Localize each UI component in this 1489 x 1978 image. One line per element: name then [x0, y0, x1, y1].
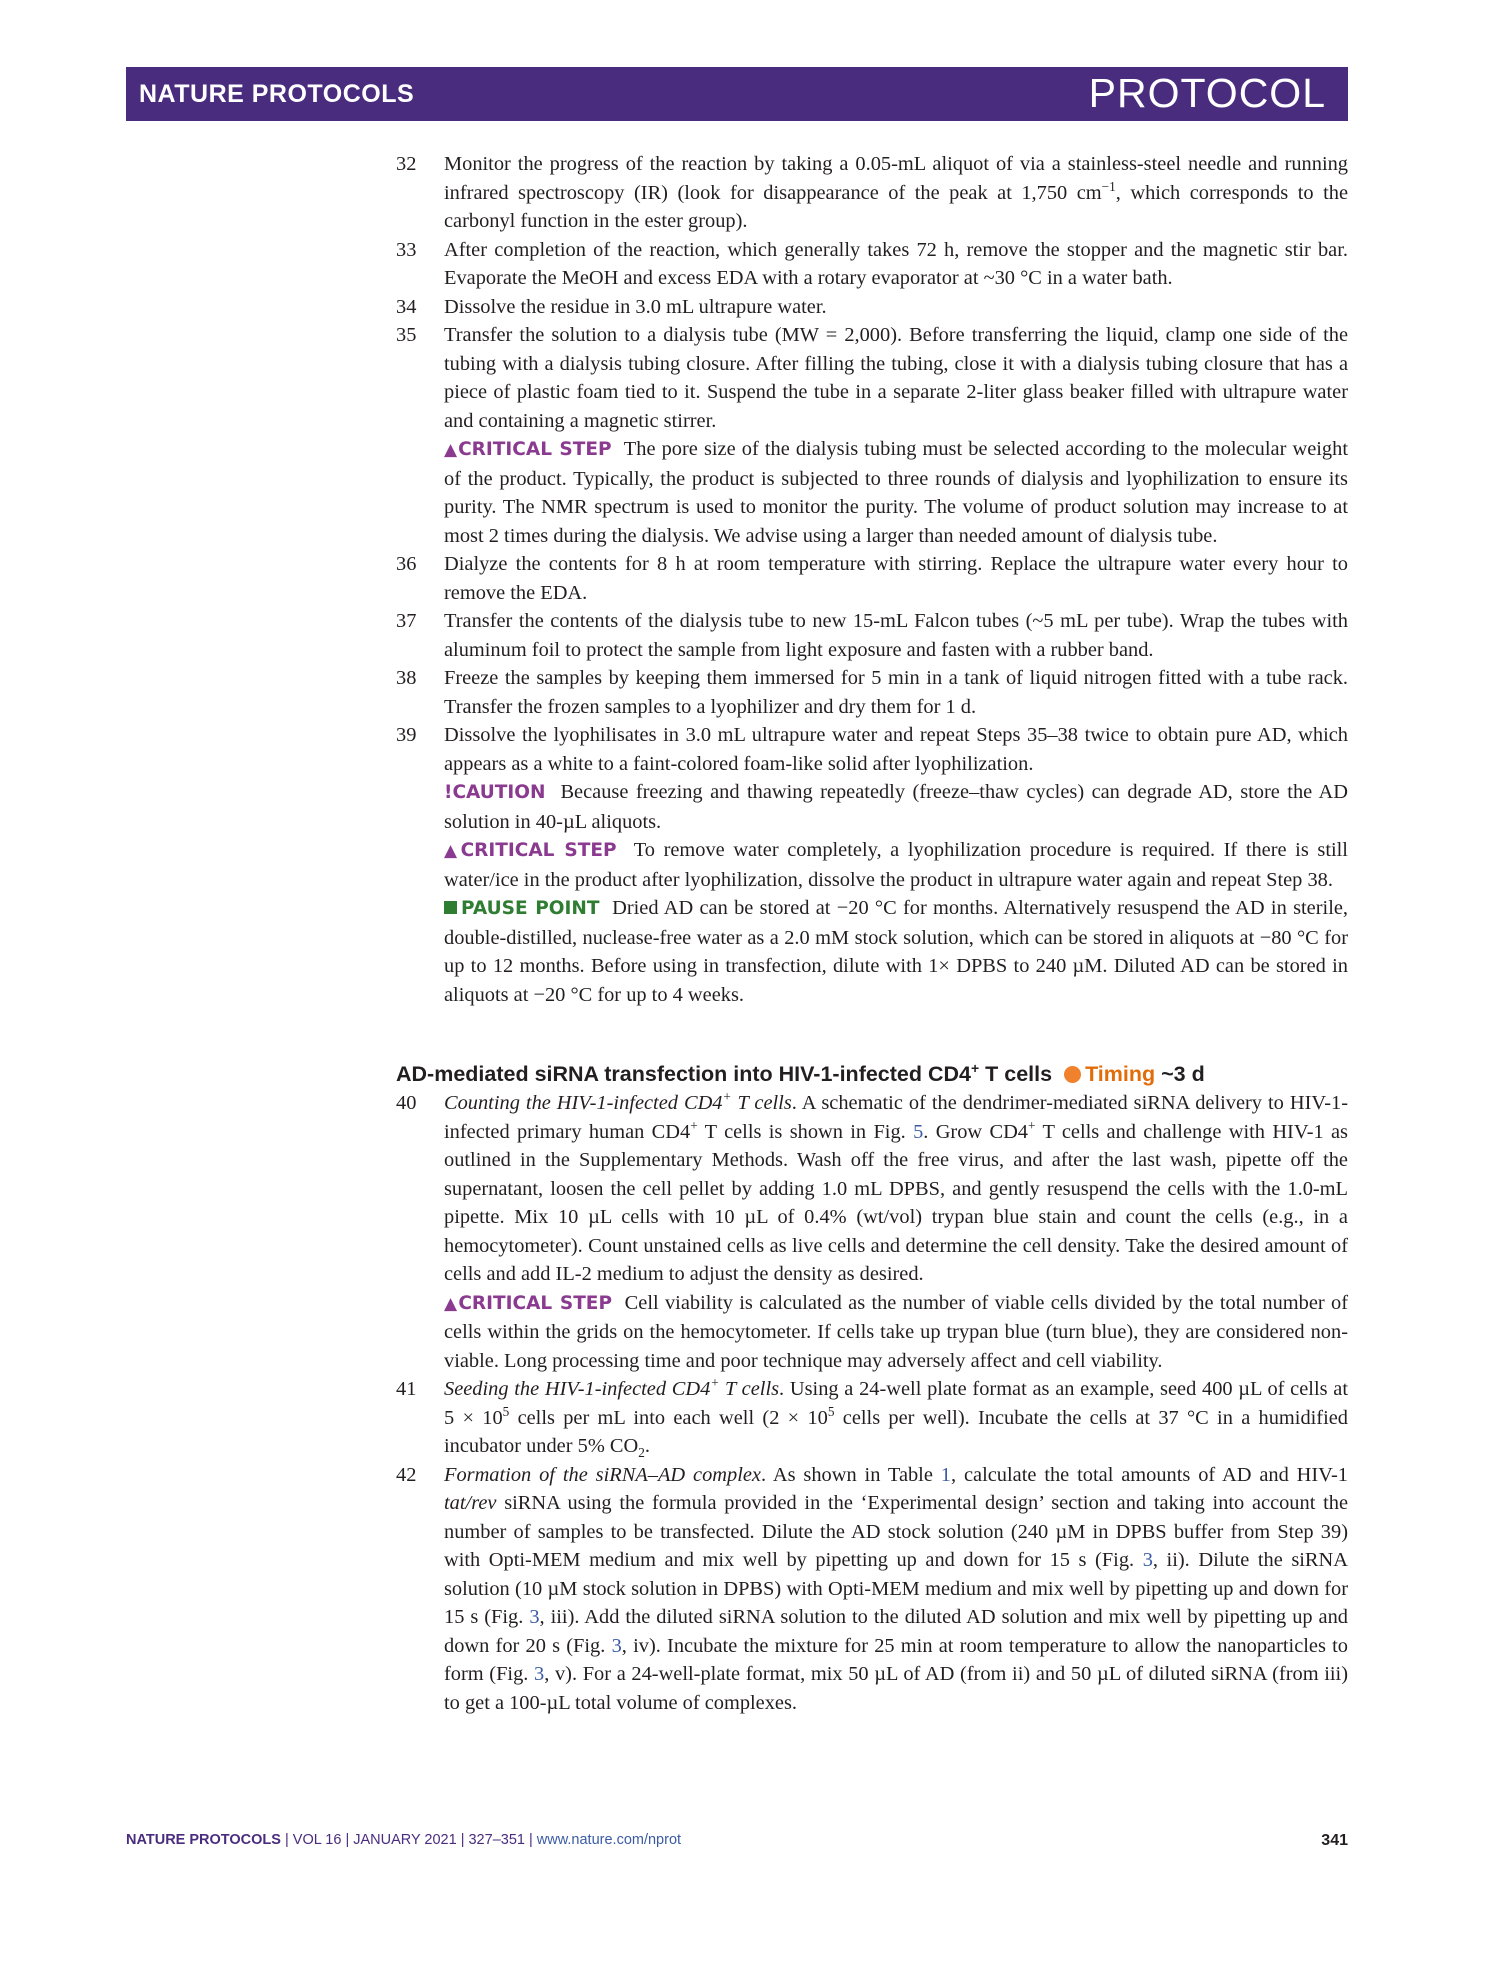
page-footer	[126, 1832, 1348, 1848]
step-number: 38	[396, 667, 417, 689]
step-34	[396, 293, 1348, 322]
section-heading: AD-mediated siRNA transfection into HIV-1-infected CD4+ T cells Timing ~3 d	[396, 1059, 1205, 1086]
pause-point-note: PAUSE POINT Dried AD can be stored at −20 °C for months. Alternatively resuspend the AD in sterile, double-distilled, nuclease-free water as a 2.0 mM stock solution, which can be stored in aliquots at −80 °C for up to 12 months. Before using in transfection, dilute with 1× DPBS to 240 µM. Diluted AD can be stored in aliquots at −20 °C for up to 4 weeks.	[444, 897, 1349, 1006]
step-number: 42	[396, 1463, 417, 1486]
journal-name: NATURE PROTOCOLS	[139, 80, 415, 108]
triangle-icon: ▲	[444, 1293, 459, 1314]
footer-issue-info: | VOL 16 | JANUARY 2021 | 327–351 |	[280, 1832, 537, 1848]
step-32	[396, 150, 1348, 236]
step-number: 39	[396, 724, 417, 746]
step-39	[396, 721, 1348, 1009]
triangle-icon: ▲	[444, 841, 461, 861]
triangle-icon: ▲	[444, 440, 459, 460]
step-text: Dialyze the contents for 8 h at room temperature with stirring. Replace the ultrapure water every hour to remove the EDA.	[444, 553, 1348, 604]
step-text: Transfer the contents of the dialysis tube to new 15-mL Falcon tubes (~5 mL per tube). Wrap the tubes with aluminum foil to protect the sample from light exposure and fasten with a rubber band.	[444, 610, 1348, 661]
exclamation-icon: !	[444, 782, 453, 803]
step-number: 36	[396, 553, 417, 575]
timing-value: ~3 d	[1161, 1062, 1205, 1086]
step-text: After completion of the reaction, which generally takes 72 h, remove the stopper and the magnetic stir bar. Evaporate the MeOH and excess EDA with a rotary evaporator at ~30 °C in a water bath.	[444, 238, 1348, 289]
page-number: 341	[1321, 1832, 1348, 1849]
step-number: 37	[396, 610, 417, 632]
step-text: Transfer the solution to a dialysis tube (MW = 2,000). Before transferring the liquid, clamp one side of the tubing with a dialysis tubing closure. After filling the tubing, close it with a dialysis tubing closure that has a piece of plastic foam tied to it. Suspend the tube in a separate 2-liter glass beaker filled with ultrapure water and containing a magnetic stirrer.	[444, 324, 1348, 432]
square-icon	[444, 901, 457, 914]
footer-journal: NATURE PROTOCOLS	[126, 1832, 281, 1848]
page-header	[126, 67, 1348, 121]
step-number: 41	[396, 1378, 417, 1400]
critical-step-note: ▲CRITICAL STEP The pore size of the dialysis tubing must be selected according to the molecular weight of the product. Typically, the product is subjected to three rounds of dialysis and lyophilization to ensure its purity. The NMR spectrum is used to monitor the purity. The volume of product solution may increase to at most 2 times during the dialysis. We advise using a larger than needed amount of dialysis tube.	[444, 438, 1348, 547]
critical-step-label: ▲CRITICAL STEP	[444, 439, 612, 460]
footer-url-link[interactable]: www.nature.com/nprot	[536, 1832, 682, 1848]
step-text: Seeding the HIV-1-infected CD4+ T cells. Using a 24-well plate format as an example, seed 400 µL of cells at $5 \times 10^5$ cells per mL into each well ($2 \times 10^5$ cells per well). Incubate the cells at 37 °C in a humidified incubator under 5% $CO_2$.	[444, 1375, 1349, 1461]
step-text: Dissolve the lyophilisates in 3.0 mL ultrapure water and repeat Steps 35–38 twice to obtain pure AD, which appears as a white to a faint-colored foam-like solid after lyophilization.	[444, 724, 1348, 775]
step-33	[396, 236, 1348, 293]
step-text: Formation of the siRNA–AD complex. As shown in Table 1, calculate the total amounts of AD and HIV-1 tat/rev siRNA using the formula provided in the ‘Experimental design’ section and taking into account the number of samples to be transfected. Dilute the AD stock solution (240 µM in DPBS buffer from Step 39) with Opti-MEM medium and mix well by pipetting up and down for 15 s (Fig. 3, ii). Dilute the siRNA solution (10 µM stock solution in DPBS) with Opti-MEM medium and mix well by pipetting up and down for 15 s (Fig. 3, iii). Add the diluted siRNA solution to the diluted AD solution and mix well by pipetting up and down for 20 s (Fig. 3, iv). Incubate the mixture for 25 min at room temperature to allow the nanoparticles to form (Fig. 3, v). For a 24-well-plate format, mix 50 µL of AD (from ii) and 50 µL of diluted siRNA (from iii) to get a 100-µL total volume of complexes.	[444, 1463, 1349, 1714]
figure-link[interactable]: 3	[534, 1663, 545, 1685]
figure-link[interactable]: 3	[1142, 1549, 1153, 1571]
critical-step-label: ▲CRITICAL STEP	[444, 840, 617, 861]
figure-link[interactable]: 3	[611, 1634, 622, 1657]
figure-link[interactable]: 3	[529, 1606, 540, 1628]
pause-point-label: PAUSE POINT	[444, 898, 600, 919]
step-41	[396, 1375, 1348, 1461]
article-type: PROTOCOL	[1088, 70, 1326, 116]
step-40	[396, 1089, 1348, 1375]
step-35	[396, 321, 1348, 550]
figure-link[interactable]: 5	[913, 1120, 924, 1143]
step-number: 34	[396, 295, 417, 318]
step-text: Counting the HIV-1-infected CD4+ T cells. A schematic of the dendrimer-mediated siRNA delivery to HIV-1-infected primary human CD4+ T cells is shown in Fig. 5. Grow CD4+ T cells and challenge with HIV-1 as outlined in the Supplementary Methods. Wash off the free virus, and after the last wash, pipette off the supernatant, loosen the cell pellet by adding 1.0 mL DPBS, and gently resuspend the cells with the 1.0-mL pipette. Mix 10 µL cells with 10 µL of 0.4% (wt/vol) trypan blue stain and count the cells (e.g., in a hemocytometer). Count unstained cells as live cells and determine the cell density. Take the desired amount of cells and add IL-2 medium to adjust the density as desired.	[444, 1089, 1348, 1285]
table-link[interactable]: 1	[940, 1463, 951, 1486]
caution-label: !CAUTION	[444, 782, 546, 803]
main-content	[396, 150, 1348, 1717]
step-number: 33	[396, 238, 417, 261]
critical-step-note: ▲CRITICAL STEP Cell viability is calculated as the number of viable cells divided by the total number of cells within the grids on the hemocytometer. If cells take up trypan blue (turn blue), they are considered non-viable. Long processing time and poor technique may adversely affect and cell viability.	[444, 1291, 1349, 1372]
step-text: Monitor the progress of the reaction by taking a 0.05-mL aliquot of via a stainless-steel needle and running infrared spectroscopy (IR) (look for disappearance of the peak at 1,750 $cm^{-1}$, which corresponds to the carbonyl function in the ester group).	[444, 153, 1348, 232]
critical-step-note: ▲CRITICAL STEP To remove water completely, a lyophilization procedure is required. If there is still water/ice in the product after lyophilization, dissolve the product in ultrapure water again and repeat Step 38.	[444, 839, 1348, 891]
critical-step-label: ▲CRITICAL STEP	[444, 1292, 613, 1314]
step-38	[396, 664, 1348, 721]
timing-dot-icon	[1064, 1066, 1081, 1083]
step-number: 40	[396, 1092, 417, 1114]
step-number: 32	[396, 153, 417, 175]
step-text: Dissolve the residue in 3.0 mL ultrapure water.	[444, 295, 827, 318]
step-42	[396, 1461, 1348, 1718]
caution-note: !CAUTION Because freezing and thawing repeatedly (freeze–thaw cycles) can degrade AD, store the AD solution in 40-µL aliquots.	[444, 781, 1348, 833]
step-number: 35	[396, 324, 417, 346]
step-36	[396, 550, 1348, 607]
timing-label: Timing	[1085, 1062, 1156, 1086]
step-text: Freeze the samples by keeping them immersed for 5 min in a tank of liquid nitrogen fitted with a tube rack. Transfer the frozen samples to a lyophilizer and dry them for 1 d.	[444, 667, 1348, 718]
step-37	[396, 607, 1348, 664]
